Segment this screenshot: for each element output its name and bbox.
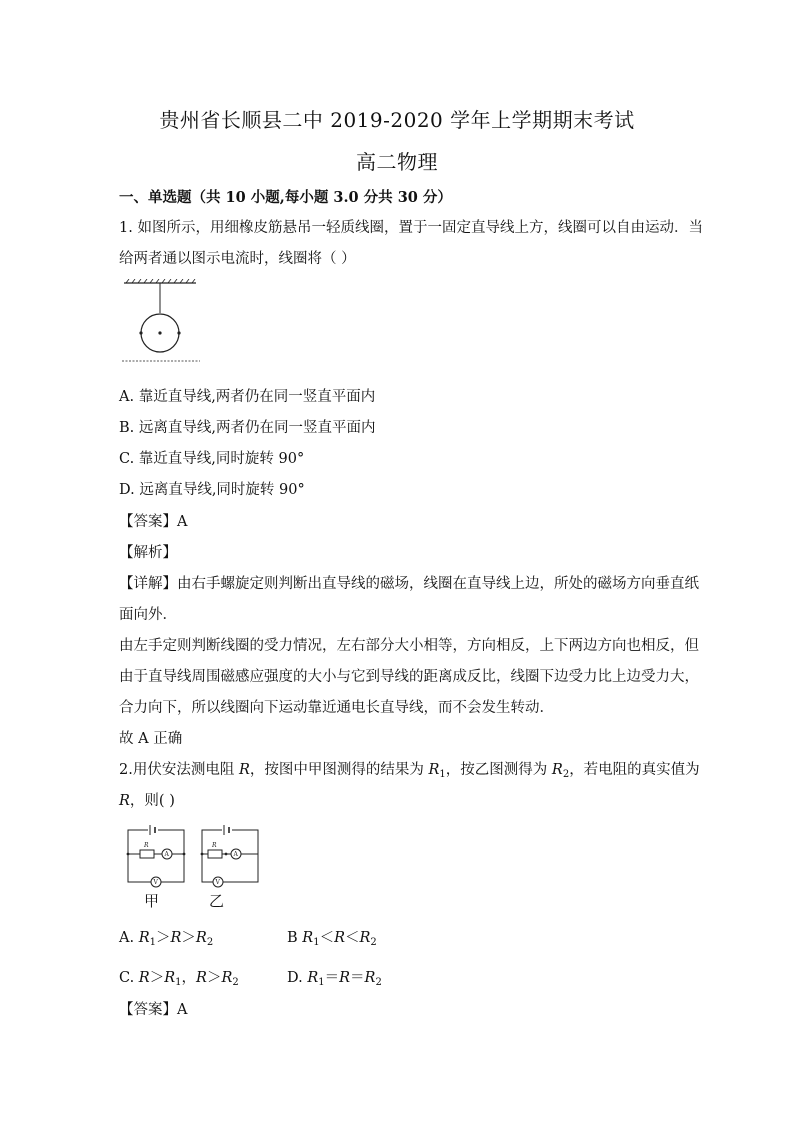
q2-answer-value: A xyxy=(177,1002,188,1018)
q1-answer xyxy=(119,510,187,531)
q1-detail-line3: 由左手定则判断线圈的受力情况，左右部分大小相等，方向相反，上下两边方向也相反，但 xyxy=(119,638,699,654)
q1-option-c: C. 靠近直导线,同时旋转 90° xyxy=(119,451,305,467)
q1-analysis-label: 【解析】 xyxy=(119,545,177,561)
q2-stem-line1 xyxy=(119,758,700,780)
q2-yi-r-label: R xyxy=(212,842,217,849)
q1-option-b: B. 远离直导线,两者仍在同一竖直平面内 xyxy=(119,420,376,436)
q1-detail-text1: 由右手螺旋定则判断出直导线的磁场，线圈在直导线上边，所处的磁场方向垂直纸 xyxy=(177,576,699,592)
q1-stem-line1: 1. 如图所示，用细橡皮筋悬吊一轻质线圈，置于一固定直导线上方，线圈可以自由运动．当 xyxy=(119,220,703,236)
q2-option-d: D. $R_1=R=R_2$ xyxy=(287,970,382,988)
q2-fig-label-yi: 乙 xyxy=(209,892,225,910)
q2-yi-ammeter-label: A xyxy=(233,851,238,858)
q1-detail-line4: 由于直导线周围磁感应强度的大小与它到导线的距离成反比，线圈下边受力比上边受力大， xyxy=(119,669,699,685)
q2-stem-d: ，若电阻的真实值为 xyxy=(569,762,700,778)
q1-detail-label: 【详解】 xyxy=(119,576,177,592)
q2-stem-line2 xyxy=(119,789,175,810)
q2-stem-line2-r: R xyxy=(119,793,130,809)
page-subtitle: 高二物理 xyxy=(356,150,438,174)
q2-circuit-yi xyxy=(198,824,262,888)
q1-option-a: A. 靠近直导线,两者仍在同一竖直平面内 xyxy=(119,389,376,405)
q1-coil-figure xyxy=(118,279,208,369)
q2-jia-voltmeter-label: V xyxy=(153,879,158,886)
q2-stem-line2-rest: ，则( ) xyxy=(129,793,175,809)
q2-yi-voltmeter-label: V xyxy=(215,879,220,886)
q2-stem-r: R xyxy=(238,762,250,778)
q2-option-c: C. $R>R_1$，$R>R_2$ xyxy=(119,970,239,988)
q2-stem-r1-sub: 1 xyxy=(439,769,446,780)
q2-option-b: B $R_1<R<R_2$ xyxy=(287,930,377,948)
q2-stem-r1: R xyxy=(428,762,440,778)
q1-stem-line2: 给两者通以图示电流时，线圈将（ ） xyxy=(119,251,356,267)
q2-stem-r2-sub: 2 xyxy=(562,769,570,780)
q1-conclusion: 故 A 正确 xyxy=(119,731,183,747)
q1-detail-line1 xyxy=(119,572,699,593)
q2-answer-label: 【答案】 xyxy=(119,1002,177,1018)
q1-detail-line5: 合力向下，所以线圈向下运动靠近通电长直导线，而不会发生转动． xyxy=(119,700,554,716)
q2-answer xyxy=(119,998,187,1019)
section-heading: 一、单选题（共 10 小题,每小题 3.0 分共 30 分） xyxy=(119,189,452,206)
q2-stem-a: 2.用伏安法测电阻 xyxy=(119,762,239,778)
q1-option-d: D. 远离直导线,同时旋转 90° xyxy=(119,482,305,498)
page-title: 贵州省长顺县二中 2019-2020 学年上学期期末考试 xyxy=(159,108,635,132)
q2-circuit-jia xyxy=(124,824,188,888)
q2-jia-r-label: R xyxy=(144,842,149,849)
q2-option-a: A. $R_1>R>R_2$ xyxy=(119,930,214,948)
q2-stem-c: ，按乙图测得为 xyxy=(445,762,552,778)
q2-jia-ammeter-label: A xyxy=(164,851,169,858)
q2-fig-label-jia: 甲 xyxy=(144,892,160,910)
q2-stem-r2: R xyxy=(551,762,563,778)
q2-stem-b: ，按图中甲图测得的结果为 xyxy=(249,762,429,778)
q1-detail-line2: 面向外． xyxy=(119,607,177,623)
q1-answer-label: 【答案】 xyxy=(119,514,177,530)
q1-answer-value: A xyxy=(177,514,188,530)
